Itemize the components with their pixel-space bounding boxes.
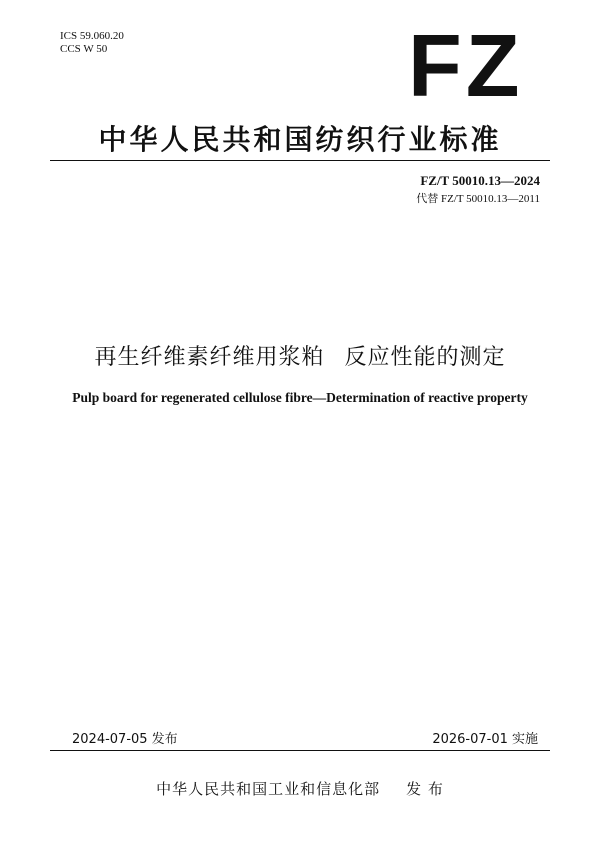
issue-date: 2024-07-05 发布 [72,732,178,747]
english-title: Pulp board for regenerated cellulose fibre—Determination of reactive property [72,390,528,405]
ics-code: ICS 59.060.20 [60,30,124,42]
replaces-standard: 代替 FZ/T 50010.13—2011 [416,193,540,205]
chinese-title-part1: 再生纤维素纤维用浆粕 [94,345,325,370]
standard-number: FZ/T 50010.13—2024 [420,173,540,188]
divider-top [50,160,550,161]
issuing-authority [0,778,600,799]
chinese-title-part2: 反应性能的测定 [344,345,506,370]
standard-category-title: 中华人民共和国纺织行业标准 [98,123,502,156]
effective-date: 2026-07-01 实施 [432,732,538,747]
standard-number-block [416,172,540,208]
fz-logo: FZ [408,16,524,115]
issuer-action: 发 布 [406,780,444,798]
classification-codes [60,30,124,56]
issuer-name: 中华人民共和国工业和信息化部 [156,780,381,798]
chinese-title [0,340,600,371]
ccs-code: CCS W 50 [60,43,108,55]
divider-bottom [50,750,550,751]
